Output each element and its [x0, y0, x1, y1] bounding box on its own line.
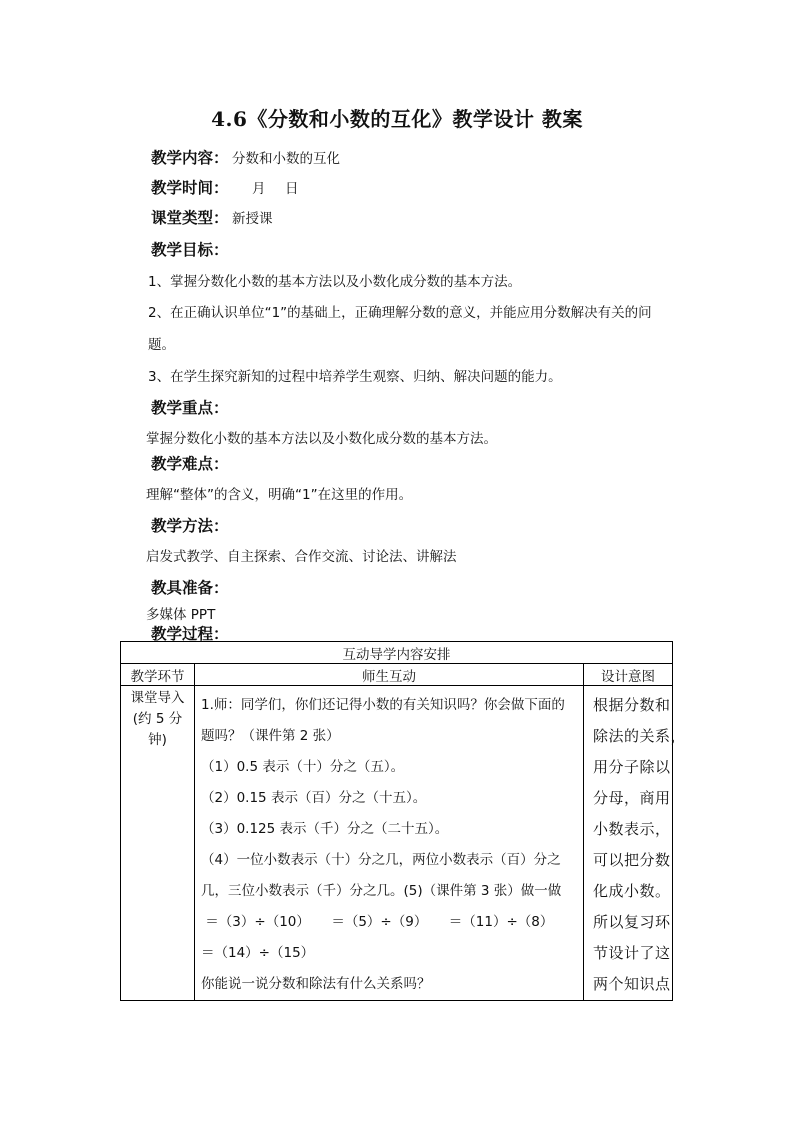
interaction-line: 1.师：同学们，你们还记得小数的有关知识吗？你会做下面的 — [201, 697, 565, 713]
intent-line: 除法的关系， — [592, 727, 686, 745]
key-points-text: 掌握分数化小数的基本方法以及小数化成分数的基本方法。 — [146, 431, 497, 447]
time-day: 日 — [285, 181, 299, 197]
stage-cell — [121, 686, 195, 1001]
stage-line: 钟) — [148, 732, 167, 748]
key-points-label: 教学重点： — [151, 398, 229, 417]
intent-line: 节设计了这 — [592, 944, 671, 962]
interaction-line: （3）0.125 表示（千）分之（二十五）。 — [201, 821, 449, 837]
intent-line: 化成小数。 — [592, 882, 671, 900]
interaction-line: 几，三位小数表示（千）分之几。(5)（课件第 3 张）做一做 — [201, 883, 562, 899]
table-title: 互动导学内容安排 — [121, 642, 673, 664]
column-header: 师生互动 — [195, 664, 584, 686]
interaction-cell — [195, 686, 584, 1001]
process-label: 教学过程： — [151, 624, 229, 643]
methods-text: 启发式教学、自主探索、合作交流、讨论法、讲解法 — [146, 549, 457, 565]
stage-line: (约 5 分 — [132, 711, 183, 727]
intent-line: 可以把分数 — [592, 851, 671, 869]
time-label: 教学时间： — [151, 178, 229, 197]
interaction-line: （4）一位小数表示（十）分之几，两位小数表示（百）分之 — [201, 852, 561, 868]
intent-line: 小数表示， — [592, 820, 671, 838]
difficulties-label: 教学难点： — [151, 454, 229, 473]
intent-line: 分母，商用 — [592, 789, 671, 807]
type-label: 课堂类型： — [151, 208, 229, 227]
interaction-line: （1）0.5 表示（十）分之（五）。 — [201, 759, 405, 775]
column-header: 设计意图 — [583, 664, 672, 686]
intent-cell — [583, 686, 686, 1001]
content-value: 分数和小数的互化 — [232, 151, 340, 167]
difficulties-text: 理解“整体”的含义，明确“1”在这里的作用。 — [146, 487, 413, 503]
table-row — [121, 686, 673, 1001]
table-title-row — [121, 642, 673, 664]
intent-line: 所以复习环 — [592, 913, 671, 931]
interaction-line: 你能说一说分数和除法有什么关系吗？ — [201, 976, 431, 992]
tools-text: 多媒体 PPT — [146, 607, 216, 623]
column-header: 教学环节 — [121, 664, 195, 686]
stage-line: 课堂导入 — [130, 690, 185, 706]
objective-item: 3、在学生探究新知的过程中培养学生观察、归纳、解决问题的能力。 — [148, 369, 562, 385]
interaction-line: ＝（3）÷（10） ＝（5）÷（9） ＝（11）÷（8） — [201, 914, 554, 930]
objective-item: 1、掌握分数化小数的基本方法以及小数化成分数的基本方法。 — [148, 274, 522, 290]
objective-item: 2、在正确认识单位“1”的基础上，正确理解分数的意义，并能应用分数解决有关的问 — [148, 305, 652, 321]
objective-item: 题。 — [148, 337, 175, 353]
intent-line: 用分子除以 — [592, 758, 671, 776]
process-table — [120, 641, 686, 1001]
content-label: 教学内容： — [151, 148, 229, 167]
tools-label: 教具准备： — [151, 578, 229, 597]
document-title: 4.6《分数和小数的互化》教学设计 教案 — [211, 107, 583, 131]
intent-line: 两个知识点 — [592, 975, 671, 993]
table-header-row — [121, 664, 673, 686]
interaction-line: ＝（14）÷（15） — [201, 945, 315, 961]
intent-line: 根据分数和 — [592, 696, 671, 714]
methods-label: 教学方法： — [151, 516, 229, 535]
interaction-line: 题吗？（课件第 2 张） — [201, 728, 340, 744]
time-month: 月 — [252, 181, 266, 197]
interaction-line: （2）0.15 表示（百）分之（十五）。 — [201, 790, 427, 806]
type-value: 新授课 — [232, 211, 273, 227]
objectives-label: 教学目标： — [151, 240, 229, 259]
